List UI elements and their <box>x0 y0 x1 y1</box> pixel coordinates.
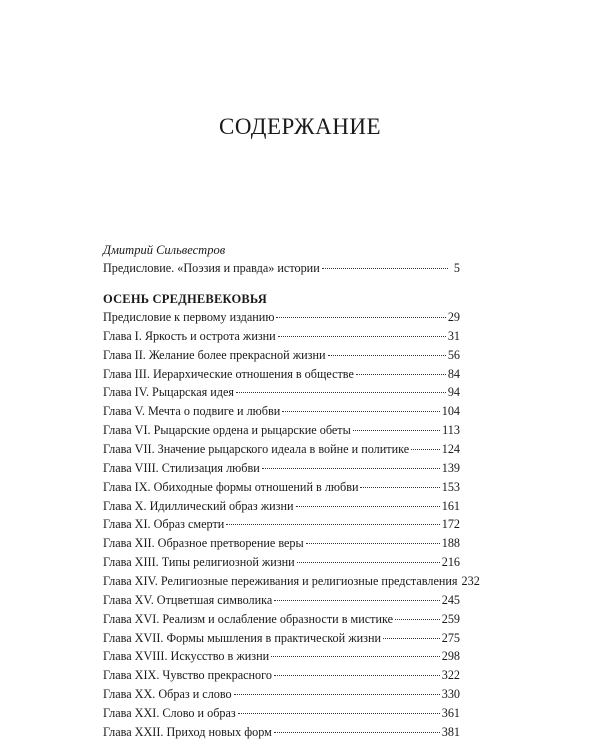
toc-entry-label: Глава I. Яркость и острота жизни <box>103 328 276 343</box>
toc-entry <box>103 555 460 570</box>
toc-entry-label: Глава IX. Обиходные формы отношений в любви <box>103 479 359 494</box>
dot-leader <box>238 713 440 714</box>
toc-entry-label: Предисловие. «Поэзия и правда» истории <box>103 261 320 275</box>
toc-entry-label: Глава XV. Отцветшая символика <box>103 592 273 607</box>
toc-entry-page: 139 <box>441 460 460 475</box>
dot-leader <box>353 430 440 431</box>
toc-entry-label: Глава VIII. Стилизация любви <box>103 460 260 475</box>
dot-leader <box>306 543 440 544</box>
toc-entry-page: 5 <box>453 261 460 275</box>
toc-entry <box>103 499 460 514</box>
toc-entry <box>103 517 460 532</box>
toc-entry-label: Глава XVIII. Искусство в жизни <box>103 649 270 664</box>
dot-leader <box>274 600 439 601</box>
toc-entry-label: Глава XXII. Приход новых форм <box>103 724 272 739</box>
dot-leader <box>262 468 440 469</box>
toc-entry <box>103 573 480 589</box>
toc-entry <box>103 329 460 344</box>
toc-entry <box>103 536 460 551</box>
toc-entry <box>103 423 460 438</box>
toc-entry-label: Глава V. Мечта о подвиге и любви <box>103 404 281 419</box>
toc-entry-page: 216 <box>441 555 460 569</box>
toc-entry-label: Глава XIV. Религиозные переживания и религиозные представления <box>103 573 458 588</box>
toc-entry-page: 124 <box>441 442 460 456</box>
dot-leader <box>276 317 445 318</box>
toc-entry-page: 330 <box>441 687 460 701</box>
toc-entry-page: 153 <box>441 479 460 494</box>
toc-entry-page: 361 <box>441 705 460 720</box>
toc-entry <box>103 442 460 457</box>
toc-entry-label: Предисловие к первому изданию <box>103 310 275 324</box>
toc-entry-label: Глава XIX. Чувство прекрасного <box>103 668 272 683</box>
section-heading: ОСЕНЬ СРЕДНЕВЕКОВЬЯ <box>103 292 267 306</box>
toc-entry-label: Глава XI. Образ смерти <box>103 517 225 532</box>
dot-leader <box>226 524 439 525</box>
dot-leader <box>282 411 439 412</box>
dot-leader <box>383 638 440 639</box>
toc-entry <box>103 480 460 495</box>
toc-entry-label: Глава III. Иерархические отношения в обществе <box>103 366 354 381</box>
toc-entry <box>103 706 460 721</box>
toc-entry <box>103 687 460 702</box>
toc-entry-page: 381 <box>441 724 460 739</box>
toc-entry <box>103 404 460 419</box>
toc-entry-page: 172 <box>441 517 460 532</box>
toc-entry-label: Глава VI. Рыцарские ордена и рыцарские обеты <box>103 423 351 438</box>
toc-entry <box>103 612 460 627</box>
toc-entry <box>103 348 460 363</box>
toc-entry <box>103 385 460 400</box>
toc-entry-page: 275 <box>441 630 460 645</box>
toc-entry-page: 188 <box>441 536 460 551</box>
toc-entry-label: Глава II. Желание более прекрасной жизни <box>103 347 326 362</box>
toc-entry-page: 104 <box>441 404 460 419</box>
toc-entry-page: 29 <box>447 310 460 324</box>
toc-entry-label: Глава VII. Значение рыцарского идеала в войне и политике <box>103 442 410 456</box>
toc-entry-page: 245 <box>441 592 460 607</box>
toc-entry <box>103 367 460 382</box>
dot-leader <box>274 675 440 676</box>
dot-leader <box>278 336 446 337</box>
toc-entry-page: 94 <box>447 385 460 400</box>
toc-entry-label: Глава XXI. Слово и образ <box>103 705 236 720</box>
page-title: СОДЕРЖАНИЕ <box>218 114 381 139</box>
toc-entry-label: Глава IV. Рыцарская идея <box>103 385 234 400</box>
dot-leader <box>395 619 440 620</box>
dot-leader <box>236 392 446 393</box>
toc-entry <box>103 593 460 608</box>
dot-leader <box>234 694 440 695</box>
dot-leader <box>411 449 440 450</box>
toc-entry <box>103 461 460 476</box>
toc-entry-page: 113 <box>442 423 460 438</box>
dot-leader <box>297 562 440 563</box>
toc-entry-page: 322 <box>441 668 460 683</box>
dot-leader <box>274 732 440 733</box>
dot-leader <box>296 506 440 507</box>
dot-leader <box>271 656 440 657</box>
toc-entry-page: 56 <box>447 347 460 362</box>
toc-entry <box>103 649 460 664</box>
toc-entry-page: 259 <box>441 611 460 626</box>
toc-entry-label: Глава XVI. Реализм и ослабление образности в мистике <box>103 611 394 626</box>
toc-entry <box>103 725 460 740</box>
toc-entry-label: Глава XVII. Формы мышления в практической жизни <box>103 630 381 645</box>
toc-entry-label: Глава XX. Образ и слово <box>103 687 232 701</box>
toc-entry-label: Глава XII. Образное претворение веры <box>103 536 304 551</box>
toc-entry <box>103 310 460 325</box>
toc-entry-preface <box>103 261 460 276</box>
dot-leader <box>360 487 439 488</box>
toc-entry-label: Глава X. Идиллический образ жизни <box>103 498 294 513</box>
dot-leader <box>328 355 446 356</box>
preface-author: Дмитрий Сильвестров <box>103 243 226 257</box>
toc-entry <box>103 631 460 646</box>
toc-entry-label: Глава XIII. Типы религиозной жизни <box>103 555 295 569</box>
toc-entry-page: 232 <box>461 573 480 588</box>
toc-entry-page: 31 <box>447 328 460 343</box>
toc-entry <box>103 668 460 683</box>
toc-entry-page: 84 <box>447 366 460 381</box>
toc-entry-page: 298 <box>441 649 460 664</box>
dot-leader <box>322 268 448 269</box>
dot-leader <box>356 374 446 375</box>
toc-entry-page: 161 <box>441 498 460 513</box>
